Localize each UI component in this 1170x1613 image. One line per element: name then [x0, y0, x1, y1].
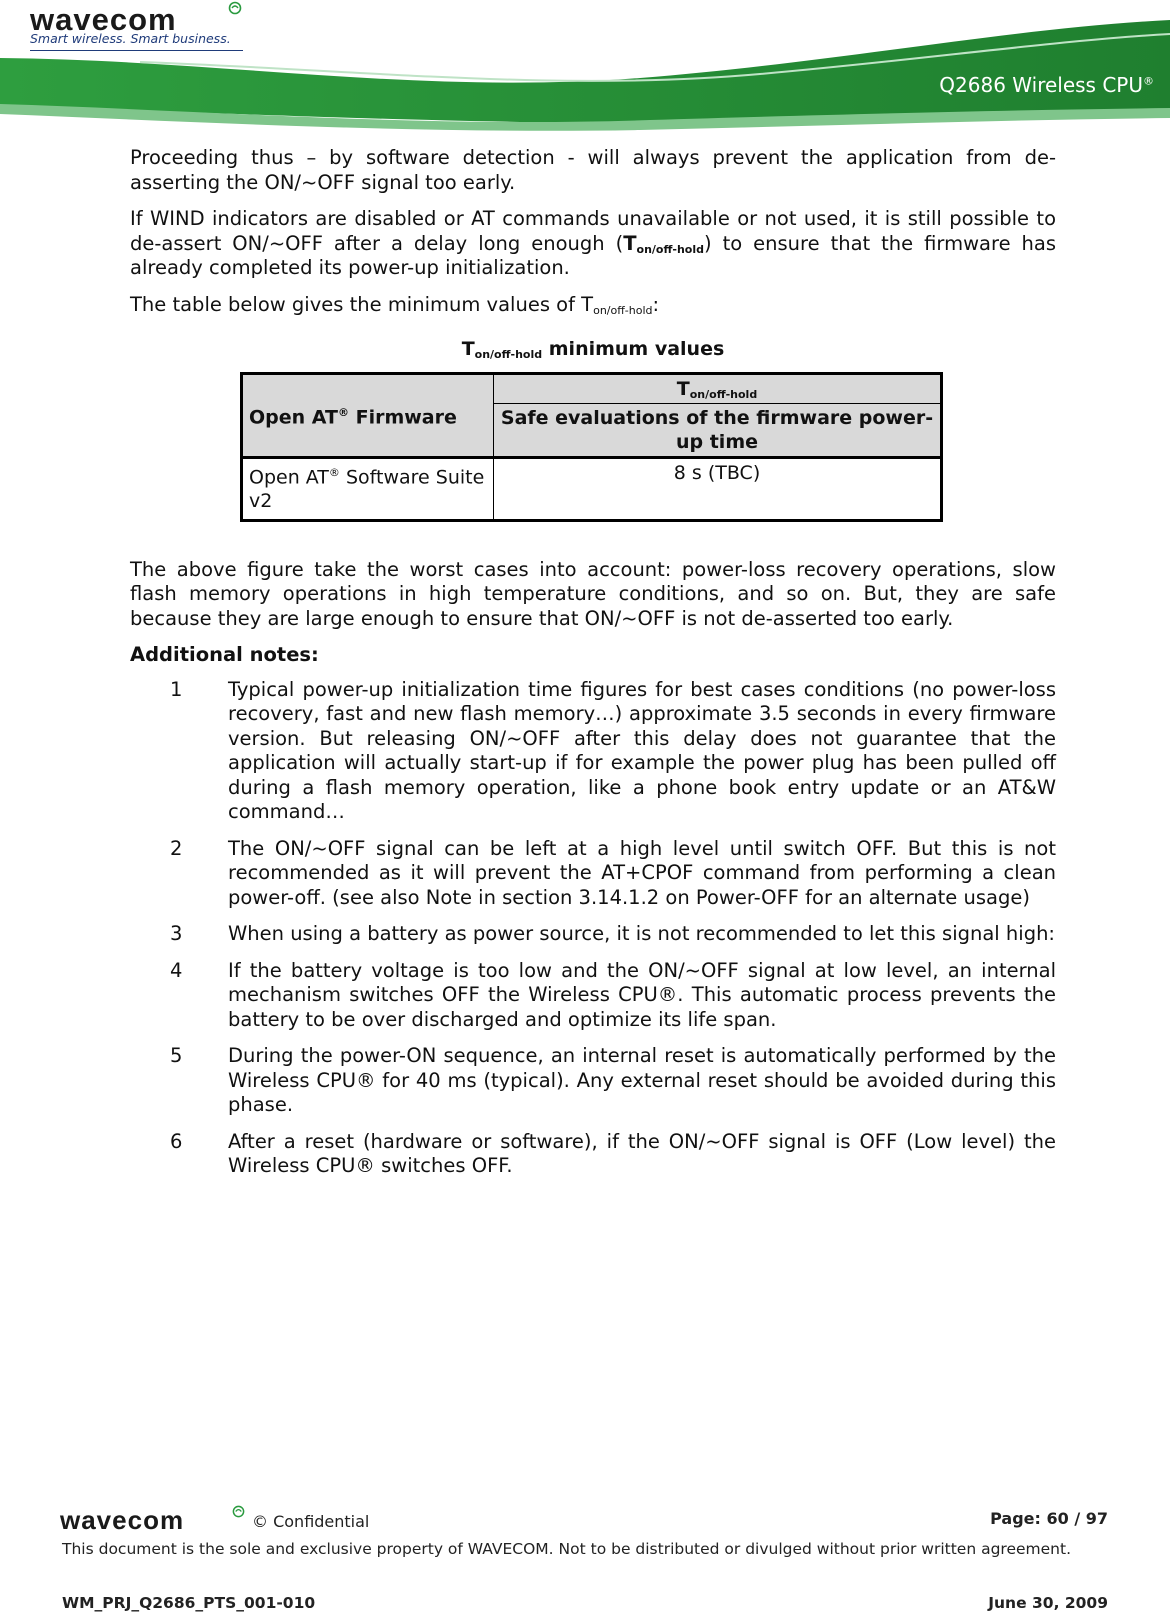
tagline-underline [30, 50, 243, 51]
cell-firmware-mark: ® [328, 465, 340, 479]
notes-list [130, 678, 1056, 1179]
note-text: Typical power-up initialization time figures for best cases conditions (no power-loss recovery, fast and new flash memory…) approximate 3.5 seconds in every firmware version. But releasing ON/~OFF after this delay does not guarantee that the application will actually start-up if for example the power plug has been pulled off during a flash memory operation, like a phone book entry update or an AT&W command… [228, 677, 1056, 823]
paragraph-2 [130, 207, 1056, 281]
page-content [130, 146, 1056, 1191]
symbol-t [623, 232, 704, 255]
note-number: 1 [170, 677, 183, 701]
paragraph-3-text-a: The table below gives the minimum values of [130, 292, 582, 316]
cell-firmware-text-a: Open AT [249, 465, 329, 488]
header-firmware-tail: Firmware [348, 406, 457, 429]
symbol-t-subscript: on/off-hold [593, 303, 653, 317]
paragraph-2-text-a: If WIND indicators are disabled or AT commands unavailable or not used, it is still possible to de-assert ON/~OFF after a delay long enough ( [130, 207, 1056, 255]
paragraph-4: The above figure take the worst cases into account: power-loss recovery operations, slow flash memory operations in high temperature conditions, and so on. But, they are safe because they are large enough to ensure that ON/~OFF is not de-asserted too early. [130, 557, 1056, 630]
property-notice: This document is the sole and exclusive property of WAVECOM. Not to be distributed or divulged without prior written agreement. [62, 1540, 1071, 1558]
ton-minimum-values-table [240, 372, 943, 522]
symbol-t-letter: T [623, 231, 637, 255]
additional-notes-heading: Additional notes: [130, 643, 319, 666]
list-item [130, 678, 1056, 825]
cell-firmware-name [242, 457, 494, 520]
logo-swirl-icon [228, 1, 242, 15]
table-caption [130, 337, 1056, 362]
header-firmware-mark: ® [337, 405, 349, 419]
cell-firmware-text-b: Software Suite v2 [249, 465, 485, 512]
caption-t-letter: T [461, 338, 475, 360]
list-item [130, 959, 1056, 1033]
page-header [0, 0, 1170, 135]
caption-text: minimum values [542, 338, 725, 360]
footer-wavecom-logo: wavecom [60, 1505, 185, 1535]
paragraph-2-text-b: ) to ensure that the firmware has already completed its power-up initialization. [130, 231, 1056, 279]
product-title [939, 73, 1154, 97]
paragraph-1: Proceeding thus – by software detection - will always prevent the application from de-asserting the ON/~OFF signal too early. [130, 146, 1056, 194]
product-name: Q2686 Wireless CPU [939, 73, 1143, 97]
symbol-t-subscript: on/off-hold [636, 242, 705, 256]
document-reference: WM_PRJ_Q2686_PTS_001-010 [62, 1594, 316, 1612]
paragraph-3 [130, 293, 1056, 318]
header-cell-ton [494, 373, 942, 403]
spacer [130, 522, 1056, 558]
note-text: When using a battery as power source, it is not recommended to let this signal high: [228, 922, 1055, 945]
symbol-t [581, 293, 652, 316]
caption-t-subscript: on/off-hold [474, 348, 543, 361]
logo-tagline: Smart wireless. Smart business. [30, 31, 231, 46]
table-row [242, 457, 942, 520]
note-number: 3 [170, 922, 183, 945]
note-number: 4 [170, 958, 183, 982]
page-footer [0, 1495, 1170, 1613]
header-cell-safe-evaluation: Safe evaluations of the firmware power-up time [494, 403, 942, 457]
header-ton-letter: T [676, 377, 690, 400]
note-number: 2 [170, 836, 183, 860]
page-number: Page: 60 / 97 [990, 1509, 1108, 1528]
list-item [130, 1130, 1056, 1179]
note-number: 6 [170, 1129, 183, 1153]
header-cell-firmware [242, 373, 494, 457]
header-ton-subscript: on/off-hold [689, 387, 758, 401]
note-text: After a reset (hardware or software), if the ON/~OFF signal is OFF (Low level) the Wireless CPU® switches OFF. [228, 1129, 1056, 1177]
cell-ton-value: 8 s (TBC) [494, 457, 942, 520]
paragraph-3-text-b: : [652, 292, 660, 316]
list-item [130, 1044, 1056, 1118]
note-text: During the power-ON sequence, an internal reset is automatically performed by the Wireless CPU® for 40 ms (typical). Any external reset should be avoided during this phase. [228, 1044, 1056, 1116]
symbol-t-letter: T [581, 292, 594, 316]
note-text: If the battery voltage is too low and the ON/~OFF signal at low level, an internal mechanism switches OFF the Wireless CPU®. This automatic process prevents the battery to be over discharged and optimize its life span. [228, 958, 1056, 1031]
list-item [130, 837, 1056, 911]
product-registered-mark: ® [1143, 74, 1154, 88]
list-item [130, 922, 1056, 947]
note-text: The ON/~OFF signal can be left at a high level until switch OFF. But this is not recommended as it will prevent the AT+CPOF command from performing a clean power-off. (see also Note in section 3.14.1.2 on Power-OFF for an alternate usage) [228, 836, 1056, 909]
footer-logo-swirl-icon [232, 1505, 245, 1518]
wavecom-logo: wavecom [30, 2, 177, 37]
table-header-row-1 [242, 373, 942, 403]
confidential-label: © Confidential [252, 1512, 370, 1531]
note-number: 5 [170, 1044, 183, 1067]
document-date: June 30, 2009 [988, 1594, 1108, 1612]
header-firmware-text: Open AT [249, 406, 338, 429]
